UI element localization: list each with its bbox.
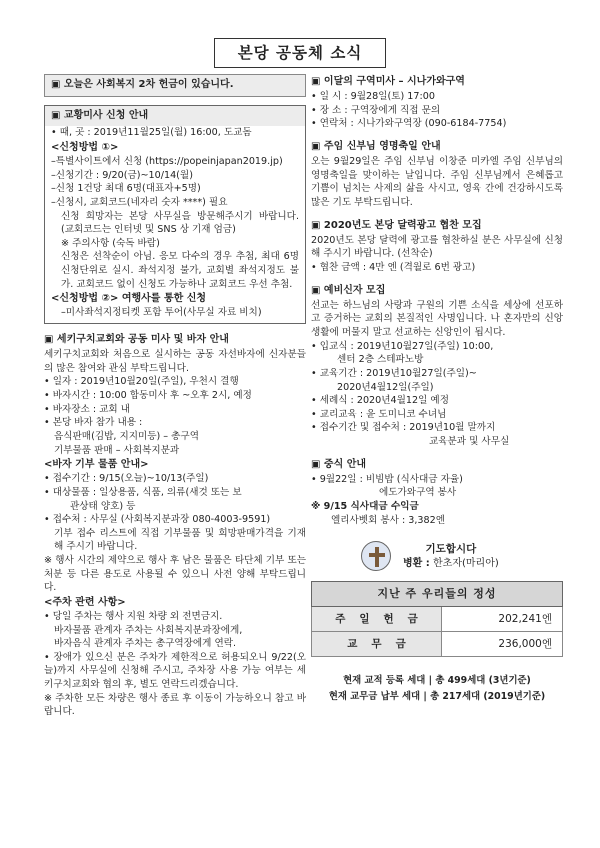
meal-header: ▣ 중식 안내	[311, 458, 367, 470]
papal-mass-box	[44, 105, 306, 324]
bazaar-line: 기부물품 판매 – 사회복지분과	[54, 444, 180, 456]
prayer-name: 한초자(마리아)	[433, 557, 499, 569]
parking-item: ※ 주차한 모든 차량은 행사 종료 후 이동이 가능하오니 참고 바랍니다.	[44, 692, 306, 718]
offering-label: 교무금	[312, 632, 442, 657]
papal-m1-line: –신청 1건당 최대 6명(대표자+5명)	[51, 183, 201, 195]
papal-m1-line: –신청기간 : 9/20(금)~10/14(월)	[51, 169, 193, 181]
papal-method2: <신청방법 ②> 여행사를 통한 신청	[51, 293, 207, 305]
donation-item: • 대상물품 : 일상용품, 식품, 의류(새것 또는 보	[44, 486, 242, 498]
feast-para: 오는 9월29일은 주임 신부님 이창준 미카엘 주임 신부님의 영명축일을 맞이하는 날입니다. 주임 신부님께서 은혜롭고 기쁨이 넘치는 사제의 삶을 사시고, 영육 간에 건강하시도록 많은 기도 부탁드립니다.	[311, 156, 563, 209]
papal-m2-line: –미사좌석지정티켓 포함 투어(사무실 자료 비치)	[61, 307, 262, 319]
catechumen-para: 선교는 하느님의 사랑과 구원의 기쁜 소식을 세상에 선포하고 증거하는 교회의 본질적인 사명입니다. 나 혼자만의 신앙생활에 머물지 말고 선교하는 신앙인이 됩시다.	[311, 299, 563, 339]
papal-m1-line: –특별사이트에서 신청 (https://popeinjapan2019.jp)	[51, 156, 283, 168]
papal-m1-line: –신청시, 교회코드(네자리 숫자 ****) 필요	[51, 197, 228, 208]
district-item: • 일 시 : 9월28일(토) 17:00	[311, 91, 435, 103]
catechumen-section	[311, 283, 563, 449]
sekiguchi-intro: 세키구치교회와 처음으로 실시하는 공동 자선바자에 신자분들의 많은 참여와 관심 부탁드립니다.	[44, 349, 306, 374]
parking-item: • 당일 주차는 행사 지원 차량 외 전면금지.	[44, 610, 223, 622]
donation-title: <바자 기부 물품 안내>	[44, 459, 149, 471]
stats-line: 현재 교무금 납부 세대 | 총 217세대 (2019년기준)	[328, 691, 546, 703]
offering-value: 236,000엔	[442, 632, 563, 657]
papal-caution: ※ 주의사항 (숙독 바람)	[61, 237, 160, 249]
stats-line: 현재 교적 등록 세대 | 총 499세대 (3년기준)	[343, 675, 531, 687]
offering-label: 주일헌금	[312, 607, 442, 632]
meal-section	[311, 457, 563, 528]
cross-icon	[361, 541, 391, 571]
catechumen-item: 센터 2층 스테파노방	[337, 354, 424, 366]
sekiguchi-item: • 바자장소 : 교회 내	[44, 403, 130, 415]
stats-block	[311, 673, 563, 705]
papal-method1: <신청방법 ①>	[51, 141, 119, 153]
calendar-item: • 협찬 금액 : 4만 엔 (격월로 6번 광고)	[311, 262, 476, 274]
calendar-para: 2020년도 본당 달력에 광고를 협찬하실 분은 사무실에 신청해 주시기 바랍니다. (선착순)	[311, 234, 563, 260]
donation-item: 관상태 양호) 등	[70, 500, 136, 512]
left-column	[44, 74, 306, 727]
feast-section	[311, 139, 563, 210]
papal-mass-header: ▣ 교황미사 신청 안내	[45, 106, 305, 126]
bazaar-line: 음식판매(김밥, 지지미등) – 총구역	[54, 430, 199, 442]
catechumen-header: ▣ 예비신자 모집	[311, 284, 386, 296]
prayer-title: 기도합시다	[425, 542, 477, 555]
district-item: • 연락처 : 시나가와구역장 (090-6184-7754)	[311, 118, 507, 130]
papal-caution-para: 신청은 선착순이 아님. 응모 다수의 경우 추첨, 최대 6명 신청단위로 실시. 좌석지정 불가, 교회별 좌석지정도 불가. 교회코드 없이 신청도 가능하나 교회코드 우선 추첨.	[61, 251, 299, 290]
offering-title: 지난 주 우리들의 정성	[312, 582, 563, 607]
meal-line: • 9월22일 : 비빔밥 (식사대금 자율)	[311, 473, 463, 485]
page-title-box	[214, 38, 386, 68]
meal-line: 엘리사벳회 봉사 : 3,382엔	[331, 514, 445, 526]
prayer-block	[311, 541, 563, 571]
parking-item: 바자물품 관계자 주차는 사회복지분과장에게,	[54, 624, 243, 636]
catechumen-item: 교육분과 및 사무실	[429, 435, 510, 447]
prayer-label: 병환 :	[403, 557, 430, 569]
parking-item: 바자음식 관계자 주차는 총구역장에게 연락.	[54, 638, 237, 650]
district-item: • 장 소 : 구역장에게 직접 문의	[311, 104, 441, 116]
sekiguchi-section	[44, 332, 306, 719]
catechumen-item: 2020년4월12일(주일)	[337, 381, 434, 393]
district-mass-header: ▣ 이달의 구역미사 – 시나가와구역	[311, 76, 465, 87]
donation-para: 기부 접수 리스트에 직접 기부물품 및 희망판매가격을 기재해 주시기 바랍니다.	[54, 527, 306, 553]
meal-line: ※ 9/15 식사대금 수익금	[311, 500, 419, 512]
parking-item: • 장애가 있으신 분은 주차가 제한적으로 허용되오니 9/22(오늘)까지 사무실에 신청해 주시고, 주차장 사용 가능 여부는 세키구치교회와 협의 후, 별도 연락드리겠습니다.	[44, 651, 306, 691]
meal-line: 에도가와구역 봉사	[379, 487, 457, 499]
table-row	[312, 607, 563, 632]
right-column	[311, 74, 563, 705]
catechumen-item: • 입교식 : 2019년10월27일(주일) 10:00,	[311, 340, 494, 352]
feast-header: ▣ 주임 신부님 영명축일 안내	[311, 141, 441, 153]
sekiguchi-item: • 일자 : 2019년10월20일(주일), 우천시 결행	[44, 376, 239, 388]
offering-table	[311, 581, 563, 657]
calendar-header: ▣ 2020년도 본당 달력광고 협찬 모집	[311, 219, 482, 231]
notice-box	[44, 74, 306, 97]
bazaar-note: ※ 행사 시간의 제약으로 행사 후 남은 물품은 타단체 기부 또는 처분 등 다른 용도로 사용될 수 있으니 사전 양해 부탁드립니다.	[44, 554, 306, 594]
papal-when: • 때, 곳 : 2019년11월25일(월) 16:00, 도교돔	[51, 127, 252, 139]
calendar-section	[311, 218, 563, 275]
catechumen-item: • 교리교육 : 윤 도미니코 수녀님	[311, 408, 447, 420]
donation-item: • 접수기간 : 9/15(오늘)~10/13(주일)	[44, 473, 209, 485]
page-title: 본당 공동체 소식	[237, 44, 363, 62]
papal-m1-para: 신청 희망자는 본당 사무실을 방문해주시기 바랍니다. (교회코드는 인터넷 및 SNS 상 기재 엄금)	[61, 210, 299, 236]
sekiguchi-item: • 바자시간 : 10:00 합동미사 후 ~오후 2시, 예정	[44, 390, 252, 402]
catechumen-item: • 접수기간 및 접수처 : 2019년10월 말까지	[311, 422, 496, 434]
sekiguchi-header: ▣ 세키구치교회와 공동 미사 및 바자 안내	[44, 334, 229, 346]
offering-value: 202,241엔	[442, 607, 563, 632]
notice-text: ▣ 오늘은 사회복지 2차 헌금이 있습니다.	[51, 79, 234, 90]
catechumen-item: • 교육기간 : 2019년10월27일(주일)~	[311, 367, 477, 379]
table-row	[312, 632, 563, 657]
catechumen-item: • 세례식 : 2020년4월12일 예정	[311, 395, 449, 407]
donation-item: • 접수처 : 사무실 (사회복지분과장 080-4003-9591)	[44, 514, 271, 526]
parking-title: <주차 관련 사항>	[44, 596, 126, 608]
district-mass-section	[311, 74, 563, 131]
sekiguchi-item: • 본당 바자 참가 내용 :	[44, 417, 143, 429]
